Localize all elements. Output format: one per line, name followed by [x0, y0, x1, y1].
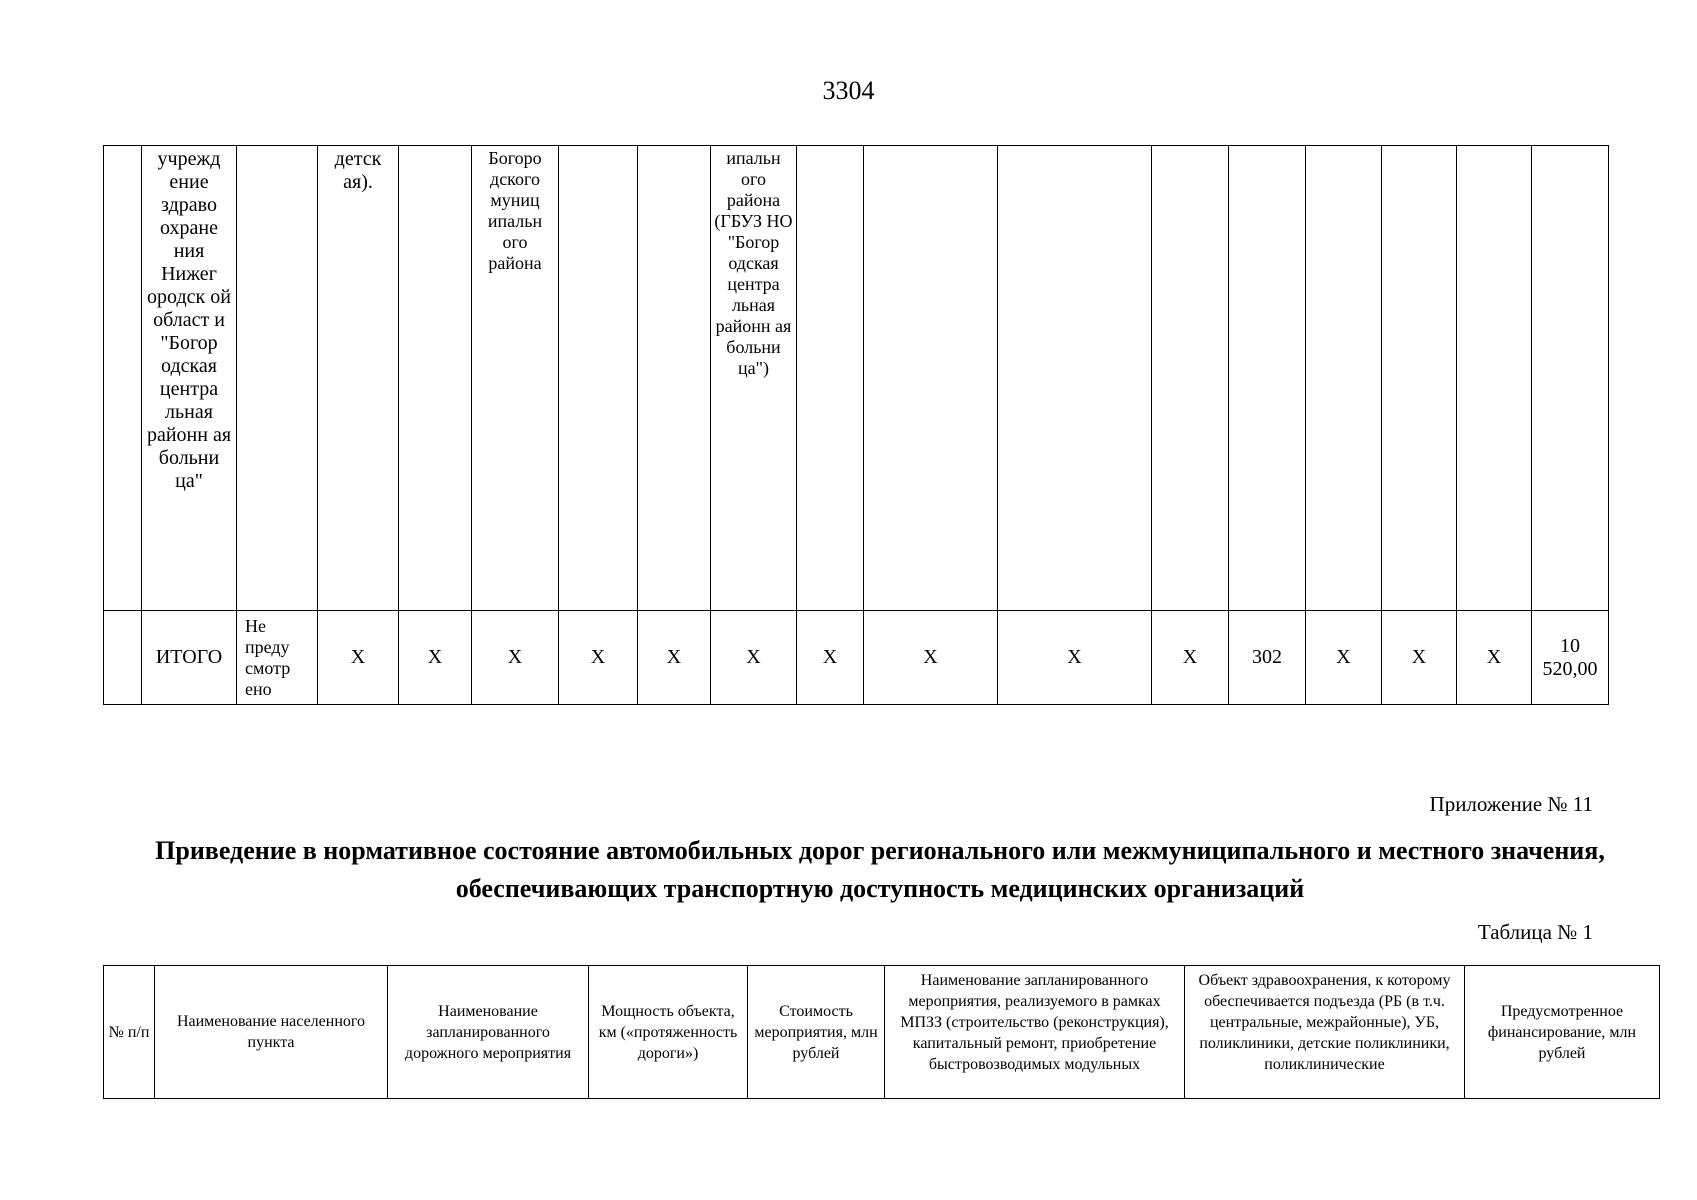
table-cell: [104, 146, 142, 611]
column-header: Предусмотренное финансирование, млн рублей: [1465, 966, 1660, 1099]
table-cell: [1229, 146, 1306, 611]
table-cell: X: [1306, 611, 1382, 705]
table-row: [104, 146, 1609, 611]
column-header: Наименование запланированного дорожного мероприятия: [388, 966, 589, 1099]
total-amount: 10 520,00: [1532, 611, 1609, 705]
table-cell: X: [318, 611, 399, 705]
table-cell: [864, 146, 998, 611]
column-header: Мощность объекта, км («протяженность дороги»): [589, 966, 748, 1099]
column-header: Стоимость мероприятия, млн рублей: [748, 966, 885, 1099]
table-cell: [237, 146, 318, 611]
table-cell: [1532, 146, 1609, 611]
table-label: Таблица № 1: [1477, 920, 1593, 944]
table-cell: Не преду смотр ено: [237, 611, 318, 705]
table-cell: [104, 611, 142, 705]
table-cell: [1457, 146, 1532, 611]
table-cell: X: [864, 611, 998, 705]
total-row: [104, 611, 1609, 705]
table-cell: X: [1382, 611, 1457, 705]
table-cell: X: [711, 611, 797, 705]
table-cell: [998, 146, 1152, 611]
table-cell: учрежд ение здраво охране ния Нижег ородск ой област и "Богор одская центра льная районн ая больни ца": [142, 146, 237, 611]
table-cell: Богоро дского муниц ипальн ого района: [472, 146, 559, 611]
column-header: № п/п: [104, 966, 155, 1099]
roads-table: [103, 965, 1660, 1099]
table-cell: X: [1457, 611, 1532, 705]
table-header-row: [104, 966, 1660, 1099]
table-cell: детск ая).: [318, 146, 399, 611]
continuation-table: [103, 145, 1609, 705]
column-header: Наименование населенного пункта: [155, 966, 388, 1099]
table-cell: [559, 146, 638, 611]
appendix-label: Приложение № 11: [1429, 792, 1593, 816]
column-header: Объект здравоохранения, к которому обеспечивается подъезда (РБ (в т.ч. центральные, межрайонные), УБ, поликлиники, детские поликлиники, поликлинические: [1185, 966, 1465, 1099]
table-cell: [1382, 146, 1457, 611]
table-cell: X: [559, 611, 638, 705]
table-cell: [797, 146, 864, 611]
document-title: Приведение в нормативное состояние автомобильных дорог регионального или межмуниципального и местного значения, обеспечивающих транспортную доступность медицинских организаций: [155, 836, 1605, 903]
table-cell: X: [1152, 611, 1229, 705]
table-cell: [1306, 146, 1382, 611]
table-cell: X: [472, 611, 559, 705]
table-cell: [1152, 146, 1229, 611]
table-cell: [399, 146, 472, 611]
table-cell: X: [399, 611, 472, 705]
page-number: 3304: [822, 76, 875, 105]
total-label: ИТОГО: [142, 611, 237, 705]
table-cell: 302: [1229, 611, 1306, 705]
table-cell: [638, 146, 711, 611]
table-cell: X: [797, 611, 864, 705]
table-cell: X: [638, 611, 711, 705]
column-header: Наименование запланированного мероприятия, реализуемого в рамках МПЗЗ (строительство (реконструкция), капитальный ремонт, приобретение быстровозводимых модульных: [885, 966, 1185, 1099]
table-cell: ипальн ого района (ГБУЗ НО "Богор одская центра льная районн ая больни ца"): [711, 146, 797, 611]
table-cell: X: [998, 611, 1152, 705]
